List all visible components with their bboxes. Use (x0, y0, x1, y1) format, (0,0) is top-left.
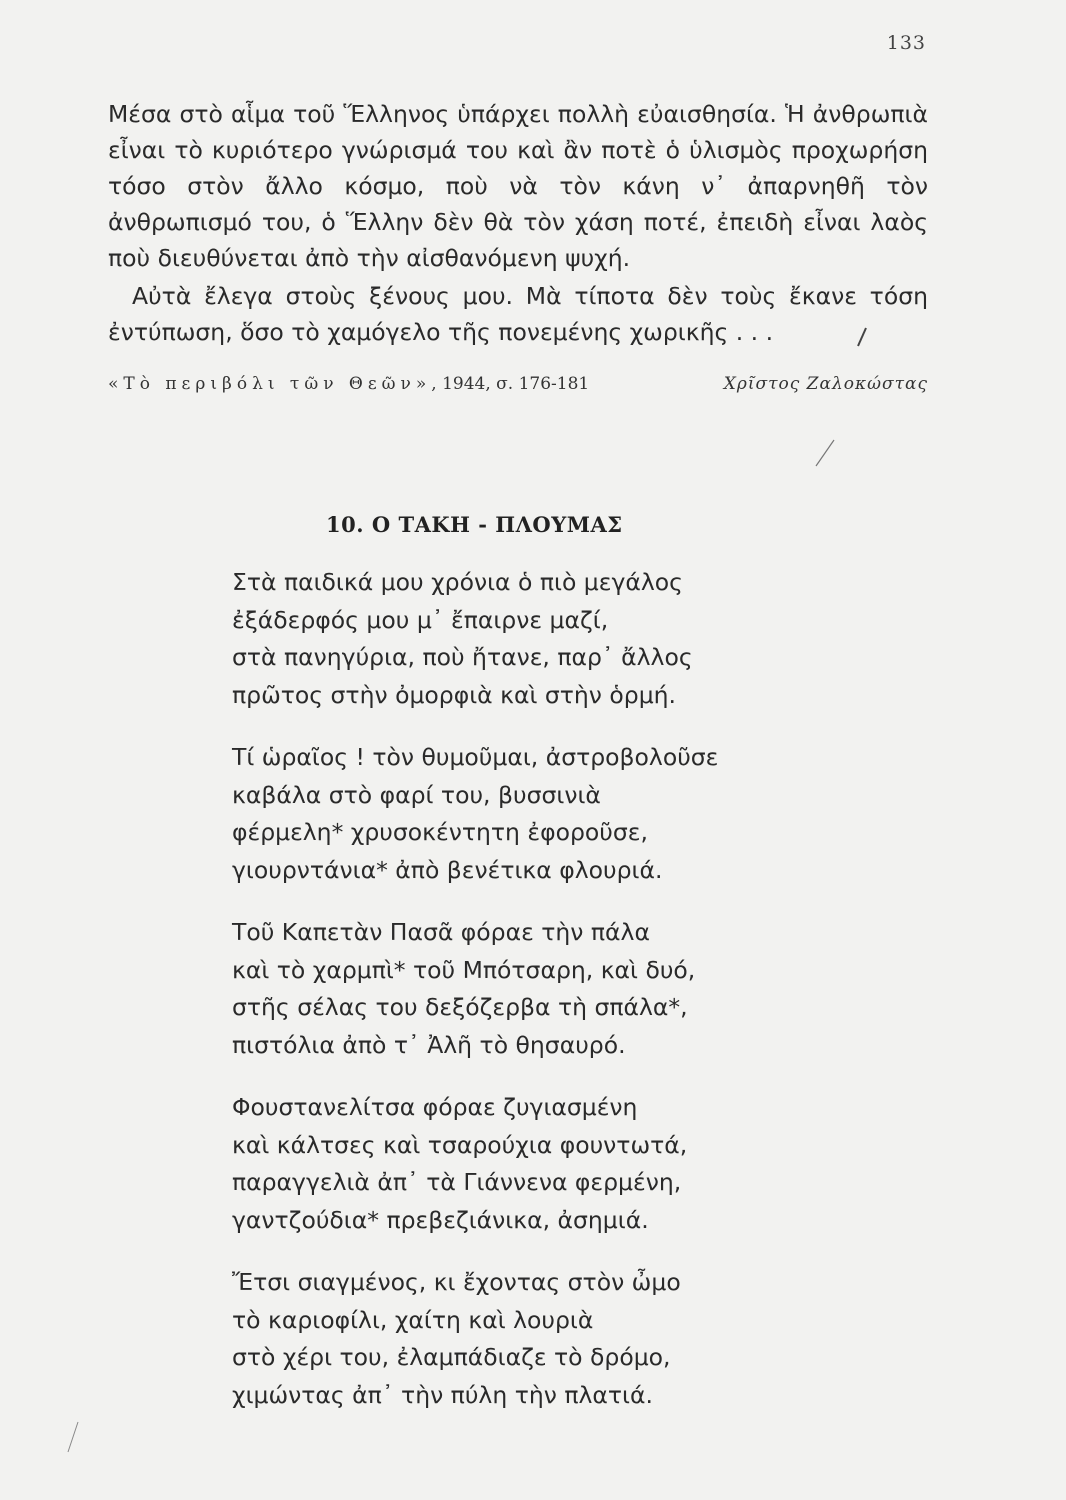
citation-author: Χρῖστος Ζαλοκώστας (723, 374, 928, 394)
poem-line: Ἔτσι σιαγμένος, κι ἔχοντας στὸν ὦμο (232, 1268, 681, 1296)
page-number: 133 (886, 32, 926, 54)
poem-stanza (232, 1264, 718, 1414)
poem-line: φέρμελη* χρυσοκέντητη ἐφοροῦσε, (232, 818, 648, 846)
poem-line: τὸ καριοφίλι, χαίτη καὶ λουριὰ (232, 1305, 594, 1334)
stray-pen-mark (812, 438, 838, 468)
citation (108, 374, 928, 394)
poem-line: στῆς σέλας του δεξόζερβα τὴ σπάλα*, (232, 993, 688, 1021)
poem-line: Τί ὡραῖος ! τὸν θυμοῦμαι, ἀστροβολοῦσε (232, 743, 719, 771)
stray-pen-mark (855, 326, 869, 348)
poem-stanza (232, 914, 718, 1064)
poem-line: παραγγελιὰ ἀπ᾽ τὰ Γιάννενα φερμένη, (232, 1168, 682, 1196)
poem-line: Στὰ παιδικά μου χρόνια ὁ πιὸ μεγάλος (232, 568, 683, 596)
poem-line: καὶ κάλτσες καὶ τσαρούχια φουντωτά, (232, 1130, 688, 1159)
poem-line: πιστόλια ἀπὸ τ᾽ Ἀλῆ τὸ θησαυρό. (232, 1030, 626, 1059)
prose-paragraph: Μέσα στὸ αἷμα τοῦ Ἕλληνος ὑπάρχει πολλὴ εὐαισθησία. Ἡ ἀνθρωπιὰ εἶναι τὸ κυριότερο γνώρισμά του καὶ ἂν ποτὲ ὁ ὑλισμὸς προχωρήση τόσο στὸν ἄλλο κόσμο, ποὺ νὰ τὸν κάνη ν᾽ ἀπαρνηθῆ τὸν ἀνθρωπισμό του, ὁ Ἕλλην δὲν θὰ τὸν χάση ποτέ, ἐπειδὴ εἶναι λαὸς ποὺ διευθύνεται ἀπὸ τὴν αἰσθανόμενη ψυχή. (108, 100, 928, 272)
poem-stanza (232, 739, 718, 889)
poem-stanza (232, 1089, 718, 1239)
citation-work: «Τὸ περιβόλι τῶν Θεῶν» (108, 374, 432, 394)
poem-title: 10. Ο ΤΑΚΗ - ΠΛΟΥΜΑΣ (326, 512, 623, 537)
prose-section (108, 96, 928, 350)
poem-line: στὸ χέρι του, ἐλαμπάδιαζε τὸ δρόμο, (232, 1343, 671, 1371)
poem-line: γαντζούδια* πρεβεζιάνικα, ἀσημιά. (232, 1205, 649, 1234)
poem-line: στὰ πανηγύρια, ποὺ ἤτανε, παρ᾽ ἄλλος (232, 643, 693, 671)
poem-line: χιμώντας ἀπ᾽ τὴν πύλη τὴν πλατιά. (232, 1380, 653, 1409)
stray-pen-mark (66, 1420, 80, 1454)
poem-stanza (232, 564, 718, 714)
poem-line: καβάλα στὸ φαρί του, βυσσινιὰ (232, 780, 601, 809)
poem-line: γιουρντάνια* ἀπὸ βενέτικα φλουριά. (232, 855, 663, 884)
citation-details: , 1944, σ. 176-181 (431, 374, 590, 394)
poem-line: πρῶτος στὴν ὀμορφιὰ καὶ στὴν ὁρμή. (232, 680, 677, 709)
poem-line: ἐξάδερφός μου μ᾽ ἔπαιρνε μαζί, (232, 605, 609, 634)
citation-source (108, 374, 589, 394)
poem-line: Φουστανελίτσα φόραε ζυγιασμένη (232, 1093, 638, 1121)
poem (232, 564, 718, 1439)
poem-line: Τοῦ Καπετὰν Πασᾶ φόραε τὴν πάλα (232, 918, 650, 946)
poem-line: καὶ τὸ χαρμπὶ* τοῦ Μπότσαρη, καὶ δυό, (232, 955, 696, 984)
prose-paragraph: Αὐτὰ ἔλεγα στοὺς ξένους μου. Μὰ τίποτα δὲν τοὺς ἔκανε τόση ἐντύπωση, ὅσο τὸ χαμόγελο τῆς πονεμένης χωρικῆς . . . (108, 282, 928, 346)
